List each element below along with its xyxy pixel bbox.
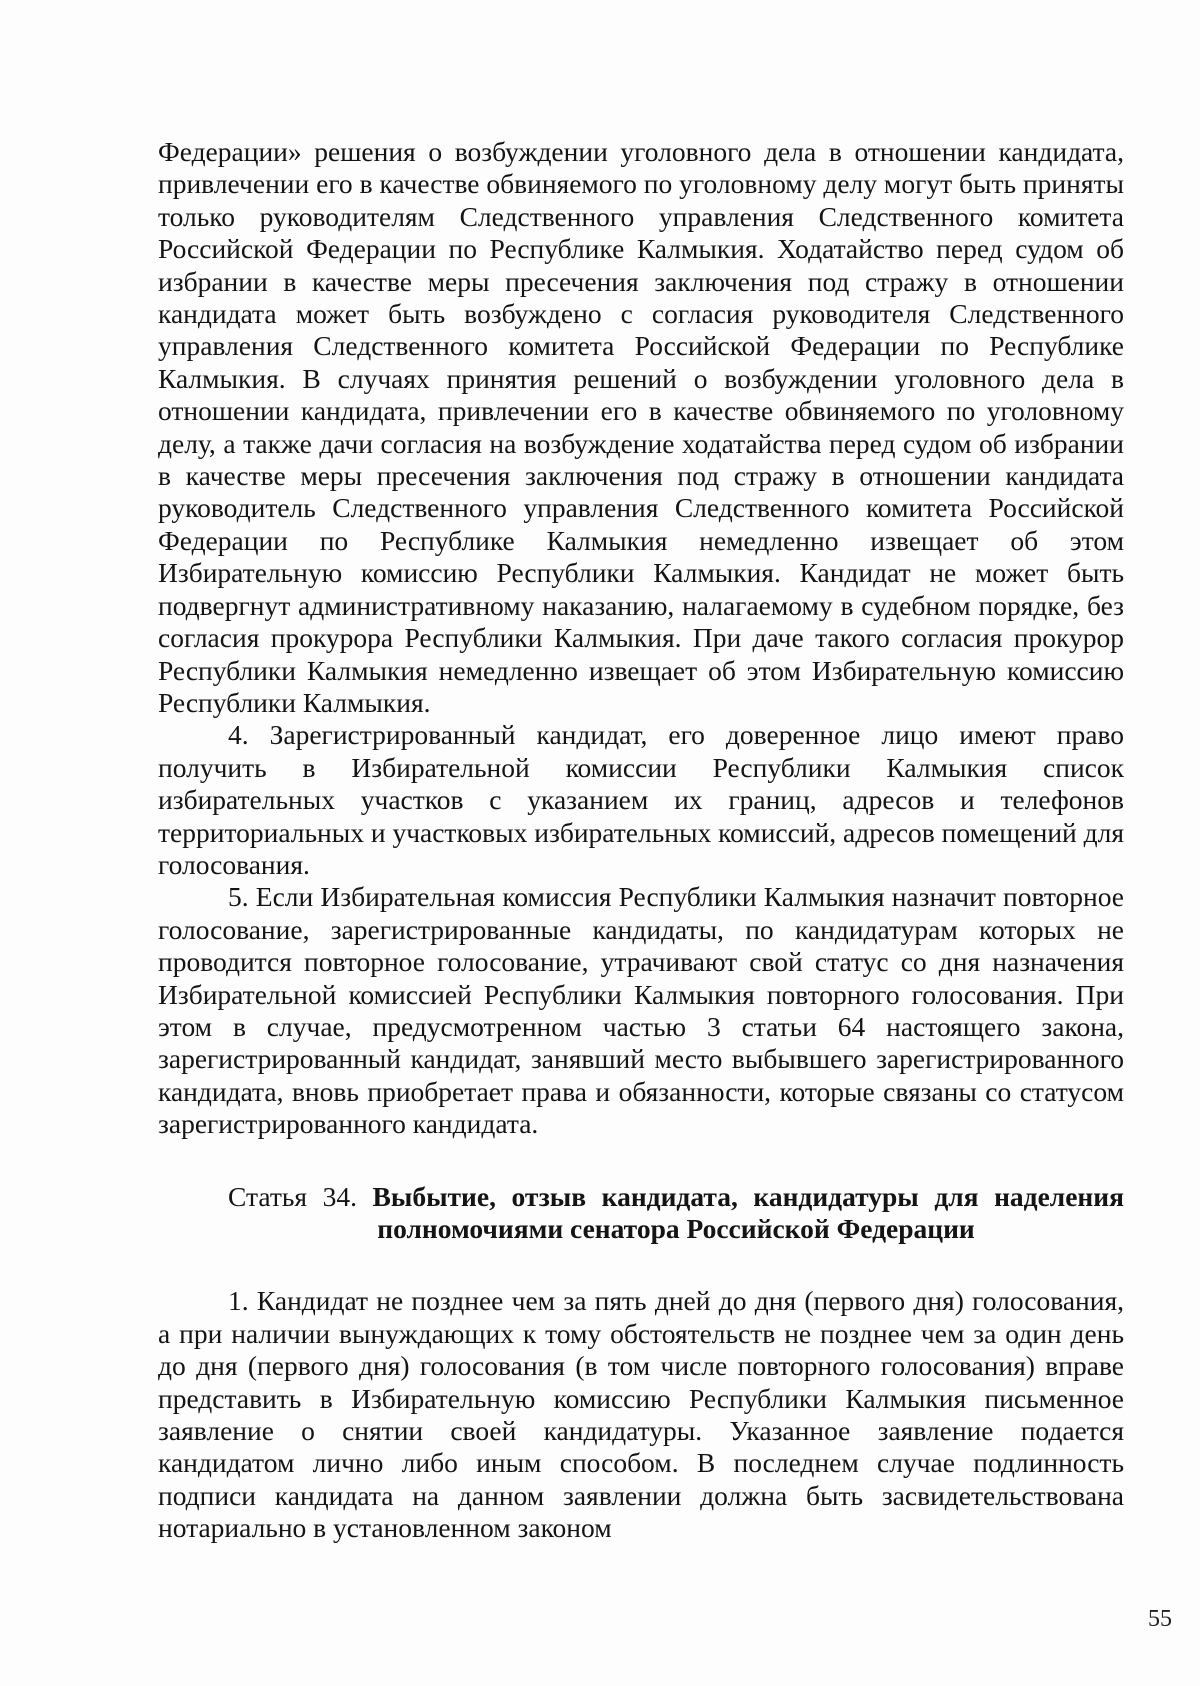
page-number: 55 bbox=[1148, 1606, 1172, 1632]
article-34-paragraph-1: 1. Кандидат не позднее чем за пять дней до дня (первого дня) голосования, а при наличии вынуждающих к тому обстоятельств не позднее чем за один день до дня (первого дня) голосования (в том числе повторного голосования) вправе представить в Избирательную комиссию Республики Калмыкия письменное заявление о снятии своей кандидатуры. Указанное заявление подается кандидатом лично либо иным способом. В последнем случае подлинность подписи кандидата на данном заявлении должна быть засвидетельствована нотариально в установленном законом bbox=[158, 1285, 1124, 1544]
paragraph-continuation: Федерации» решения о возбуждении уголовного дела в отношении кандидата, привлечении его в качестве обвиняемого по уголовному делу могут быть приняты только руководителям Следственного управления Следственного комитета Российской Федерации по Республике Калмыкия. Ходатайство перед судом об избрании в качестве меры пресечения заключения под стражу в отношении кандидата может быть возбуждено с согласия руководителя Следственного управления Следственного комитета Российской Федерации по Республике Калмыкия. В случаях принятия решений о возбуждении уголовного дела в отношении кандидата, привлечении его в качестве обвиняемого по уголовному делу, а также дачи согласия на возбуждение ходатайства перед судом об избрании в качестве меры пресечения заключения под стражу в отношении кандидата руководитель Следственного управления Следственного комитета Российской Федерации по Республике Калмыкия немедленно извещает об этом Избирательную комиссию Республики Калмыкия. Кандидат не может быть подвергнут административному наказанию, налагаемому в судебном порядке, без согласия прокурора Республики Калмыкия. При даче такого согласия прокурор Республики Калмыкия немедленно извещает об этом Избирательную комиссию Республики Калмыкия. bbox=[158, 136, 1124, 718]
paragraph-4: 4. Зарегистрированный кандидат, его доверенное лицо имеют право получить в Избирательной комиссии Республики Калмыкия список избирательных участков с указанием их границ, адресов и телефонов территориальных и участковых избирательных комиссий, адресов помещений для голосования. bbox=[158, 719, 1124, 880]
article-34-title: Выбытие, отзыв кандидата, кандидатуры для наделения полномочиями сенатора Российской Федерации bbox=[372, 1180, 1124, 1244]
article-34-heading bbox=[158, 1181, 1124, 1246]
paragraph-5: 5. Если Избирательная комиссия Республики Калмыкия назначит повторное голосование, зарегистрированные кандидаты, по кандидатурам которых не проводится повторное голосование, утрачивают свой статус со дня назначения Избирательной комиссией Республики Калмыкия повторного голосования. При этом в случае, предусмотренном частью 3 статьи 64 настоящего закона, зарегистрированный кандидат, занявший место выбывшего зарегистрированного кандидата, вновь приобретает права и обязанности, которые связаны со статусом зарегистрированного кандидата. bbox=[158, 881, 1124, 1140]
article-34-label: Статья 34. bbox=[228, 1180, 357, 1212]
document-body bbox=[158, 136, 1124, 1545]
